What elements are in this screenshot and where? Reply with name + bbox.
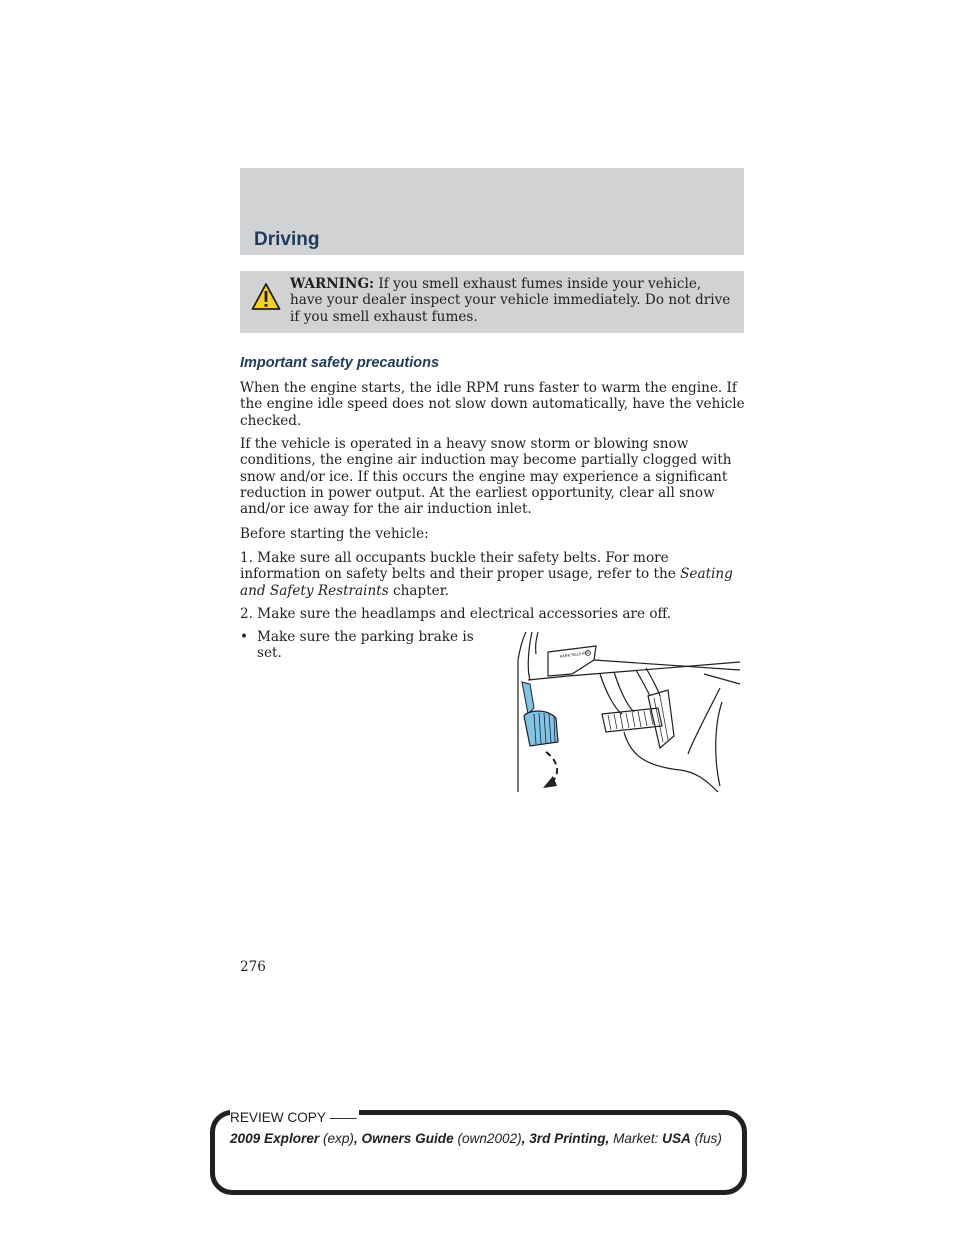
bullet-parking-brake	[240, 629, 485, 662]
market-code: (fus)	[694, 1131, 722, 1146]
warning-box	[240, 271, 744, 333]
step-1	[240, 550, 745, 599]
park-release-label: PARK RELEASE	[559, 649, 591, 659]
warning-label: WARNING:	[290, 276, 375, 292]
guide-name: , Owners Guide	[353, 1131, 454, 1146]
paragraph-idle-rpm: When the engine starts, the idle RPM runs faster to warm the engine. If the engine idle speed does not slow down automatically, have the vehicle checked.	[240, 380, 745, 429]
warning-text: If you smell exhaust fumes inside your vehicle, have your dealer inspect your vehicle immediately. Do not drive if you smell exhaust fumes.	[290, 276, 731, 325]
paragraph-before-starting: Before starting the vehicle:	[240, 526, 429, 542]
step-1-text: 1. Make sure all occupants buckle their safety belts. For more information on safety belts and their proper usage, refer to the	[240, 550, 676, 583]
warning-triangle-icon	[251, 282, 281, 312]
subsection-heading: Important safety precautions	[240, 355, 440, 371]
step-2: 2. Make sure the headlamps and electrical accessories are off.	[240, 606, 672, 622]
model-code: (exp)	[322, 1131, 354, 1146]
bullet-text: Make sure the parking brake is set.	[257, 629, 474, 662]
model-name: 2009 Explorer	[230, 1131, 320, 1146]
parking-brake-pedal-illustration	[508, 630, 744, 792]
chapter-reference-link: Seating and Safety Restraints	[240, 566, 733, 599]
page-number: 276	[240, 959, 266, 975]
market-value: USA	[662, 1131, 691, 1146]
market-label: Market:	[613, 1131, 659, 1146]
review-copy-details	[230, 1129, 740, 1148]
step-1-suffix: chapter.	[393, 582, 450, 599]
review-copy-label: REVIEW COPY ——	[230, 1110, 357, 1125]
parking-brake-arm	[522, 682, 534, 714]
paragraph-snow-conditions: If the vehicle is operated in a heavy snow storm or blowing snow conditions, the engine air induction may become partially clogged with snow and/or ice. If this occurs the engine may experience a significant reduction in power output. At the earliest opportunity, clear all snow and/or ice away for the air induction inlet.	[240, 436, 732, 518]
bullet-marker: •	[240, 629, 249, 645]
printing-info: , 3rd Printing,	[521, 1131, 610, 1146]
section-header-band	[240, 168, 744, 255]
section-title: Driving	[254, 229, 320, 250]
guide-code: (own2002)	[457, 1131, 522, 1146]
